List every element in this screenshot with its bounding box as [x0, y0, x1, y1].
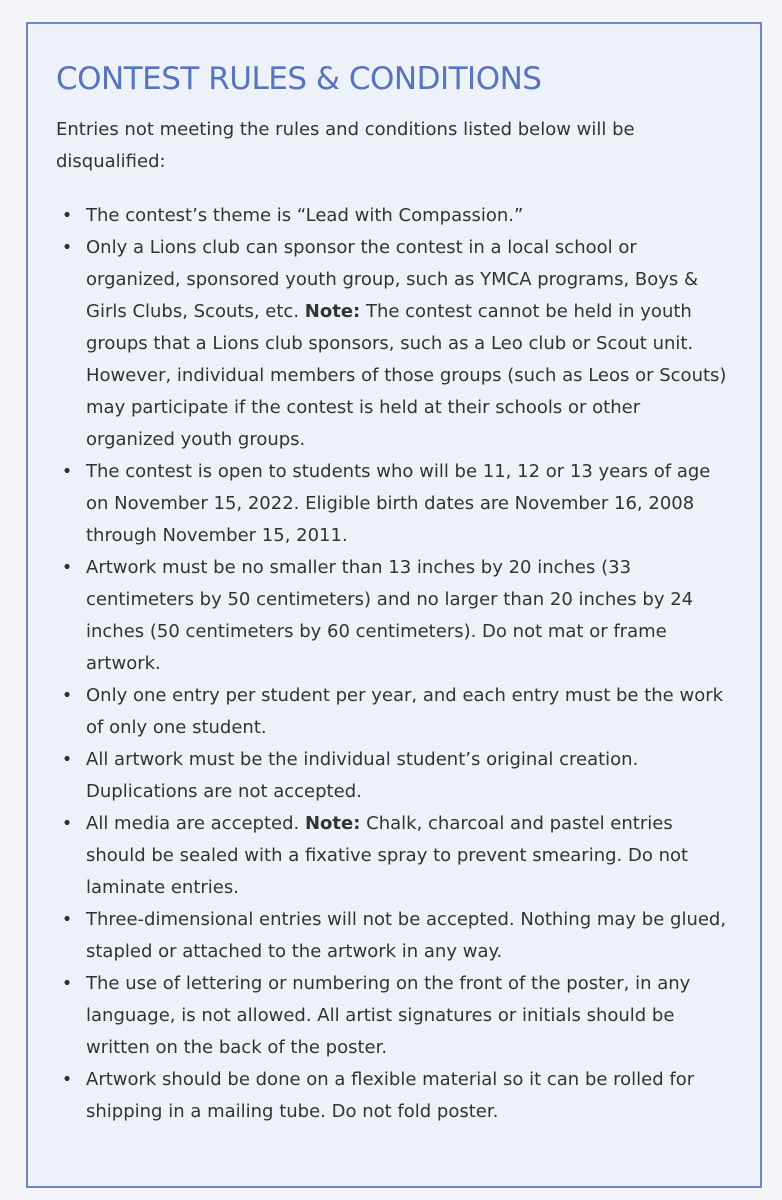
bullet-icon: • — [61, 909, 73, 931]
bullet-icon: • — [61, 205, 73, 227]
bullet-icon: • — [61, 813, 73, 835]
rule-text: Artwork must be no smaller than 13 inches by 20 inches (33 centimeters by 50 centimeters) and no larger than 20 inches by 24 inches (50 centimeters by 60 centimeters). Do not mat or frame artwork. — [86, 557, 694, 675]
bullet-icon: • — [61, 461, 73, 483]
list-item — [56, 680, 734, 744]
list-item — [56, 552, 734, 680]
rule-text: All artwork must be the individual student’s original creation. Duplications are not accepted. — [86, 749, 639, 803]
note-label: Note: — [304, 301, 361, 323]
note-label: Note: — [304, 813, 361, 835]
rule-text-continued: Chalk, charcoal and pastel entries should be sealed with a fixative spray to prevent smearing. Do not laminate entries. — [86, 813, 689, 899]
rules-list — [56, 200, 734, 1128]
list-item — [56, 200, 734, 232]
list-item — [56, 1064, 734, 1128]
bullet-icon: • — [61, 685, 73, 707]
rule-text-continued: The contest cannot be held in youth groups that a Lions club sponsors, such as a Leo club or Scout unit. However, individual members of those groups (such as Leos or Scouts) may participate if the contest is held at their schools or other organized youth groups. — [86, 301, 727, 451]
rule-text: The contest’s theme is “Lead with Compassion.” — [86, 205, 524, 227]
rule-text: The use of lettering or numbering on the front of the poster, in any language, is not allowed. All artist signatures or initials should be written on the back of the poster. — [86, 973, 691, 1059]
rule-text: Only one entry per student per year, and each entry must be the work of only one student. — [86, 685, 724, 739]
rule-text: Three-dimensional entries will not be accepted. Nothing may be glued, stapled or attached to the artwork in any way. — [86, 909, 727, 963]
bullet-icon: • — [61, 557, 73, 579]
intro-text: Entries not meeting the rules and conditions listed below will be disqualified: — [56, 119, 635, 173]
list-item — [56, 232, 734, 456]
rules-panel — [26, 22, 762, 1188]
list-item — [56, 456, 734, 552]
rule-text: Only a Lions club can sponsor the contest in a local school or organized, sponsored youth group, such as YMCA programs, Boys & Girls Clubs, Scouts, etc. — [86, 237, 699, 323]
list-item — [56, 808, 734, 904]
rule-text: Artwork should be done on a flexible material so it can be rolled for shipping in a mailing tube. Do not fold poster. — [86, 1069, 695, 1123]
rule-text: The contest is open to students who will be 11, 12 or 13 years of age on November 15, 2022. Eligible birth dates are November 16, 2008 through November 15, 2011. — [86, 461, 711, 547]
list-item — [56, 904, 734, 968]
list-item — [56, 968, 734, 1064]
list-item — [56, 744, 734, 808]
bullet-icon: • — [61, 749, 73, 771]
rule-text: All media are accepted. — [86, 813, 305, 835]
bullet-icon: • — [61, 973, 73, 995]
page-title: CONTEST RULES & CONDITIONS — [56, 61, 542, 97]
bullet-icon: • — [61, 1069, 73, 1091]
bullet-icon: • — [61, 237, 73, 259]
